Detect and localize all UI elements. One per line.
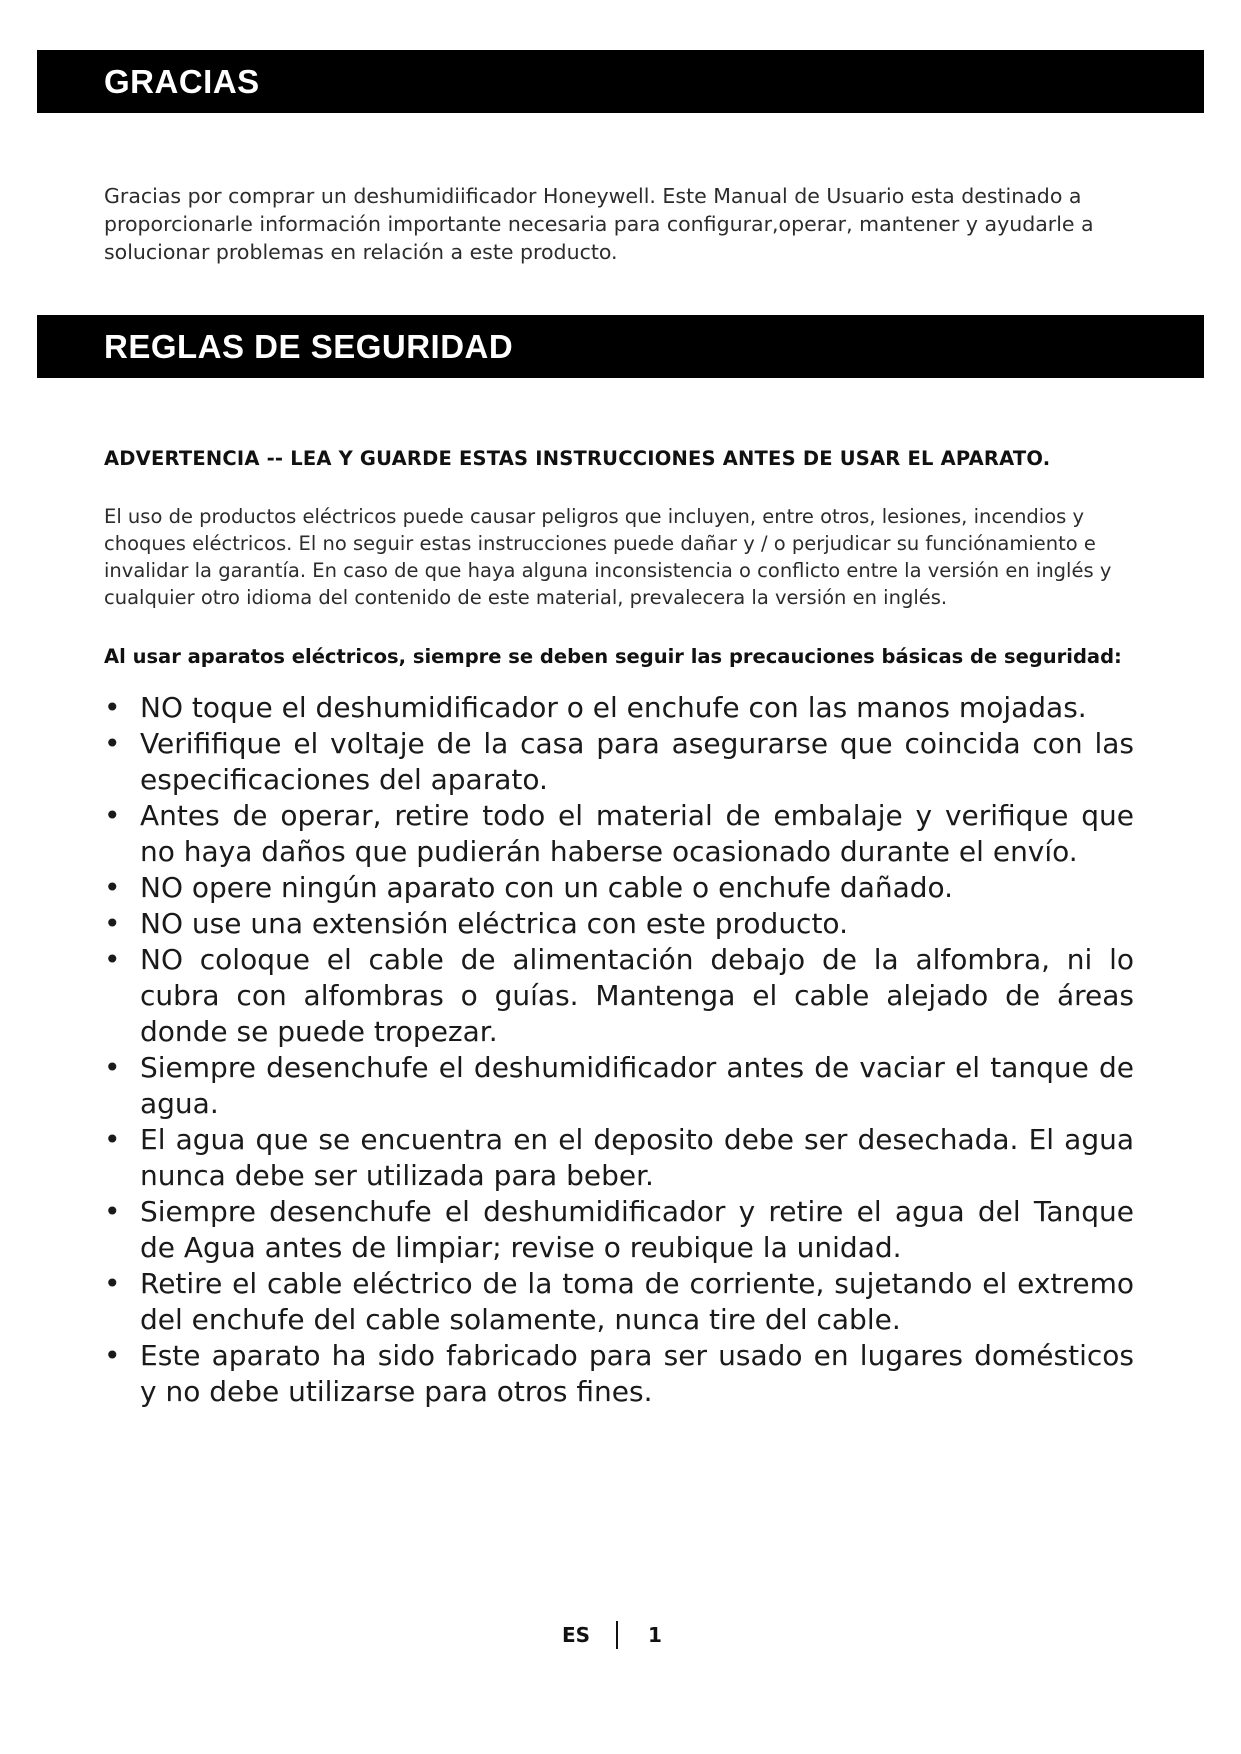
list-item xyxy=(104,906,1134,942)
section-title-gracias: GRACIAS xyxy=(104,62,260,100)
precautions-heading: Al usar aparatos eléctricos, siempre se deben seguir las precauciones básicas de seguridad: xyxy=(104,645,1122,668)
list-item xyxy=(104,1194,1134,1266)
section-title-safety-rules: REGLAS DE SEGURIDAD xyxy=(104,327,514,365)
list-item xyxy=(104,870,1134,906)
bullet-icon: • xyxy=(104,943,121,976)
list-item xyxy=(104,1050,1134,1122)
list-item-text: NO use una extensión eléctrica con este producto. xyxy=(140,907,848,940)
list-item xyxy=(104,1122,1134,1194)
list-item-text: Siempre desenchufe el deshumidificador antes de vaciar el tanque de agua. xyxy=(140,1051,1134,1120)
bullet-icon: • xyxy=(104,1339,121,1372)
page-footer xyxy=(0,1615,1241,1655)
bullet-icon: • xyxy=(104,691,121,724)
list-item xyxy=(104,690,1134,726)
list-item-text: Este aparato ha sido fabricado para ser usado en lugares domésticos y no debe utilizarse para otros fines. xyxy=(140,1339,1134,1408)
bullet-icon: • xyxy=(104,907,121,940)
section-banner-gracias xyxy=(37,50,1204,113)
safety-rules-list xyxy=(104,690,1134,1410)
list-item xyxy=(104,798,1134,870)
footer-divider xyxy=(616,1621,618,1649)
list-item-text: Siempre desenchufe el deshumidificador y retire el agua del Tanque de Agua antes de limpiar; revise o reubique la unidad. xyxy=(140,1195,1134,1264)
warning-paragraph: El uso de productos eléctricos puede causar peligros que incluyen, entre otros, lesiones, incendios y choques eléctricos. El no seguir estas instrucciones puede dañar y / o perjudicar su funciónamiento e invalidar la garantía. En caso de que haya alguna inconsistencia o conflicto entre la versión en inglés y cualquier otro idioma del contenido de este material, prevalecera la versión en inglés. xyxy=(104,505,1112,609)
list-item-text: Verififique el voltaje de la casa para asegurarse que coincida con las especificaciones del aparato. xyxy=(140,727,1134,796)
bullet-icon: • xyxy=(104,1123,121,1156)
bullet-icon: • xyxy=(104,1051,121,1084)
warning-heading: ADVERTENCIA -- LEA Y GUARDE ESTAS INSTRUCCIONES ANTES DE USAR EL APARATO. xyxy=(104,447,1051,470)
list-item-text: NO opere ningún aparato con un cable o enchufe dañado. xyxy=(140,871,954,904)
list-item xyxy=(104,1266,1134,1338)
bullet-icon: • xyxy=(104,871,121,904)
list-item xyxy=(104,942,1134,1050)
list-item-text: El agua que se encuentra en el deposito debe ser desechada. El agua nunca debe ser utilizada para beber. xyxy=(140,1123,1134,1192)
list-item-text: Antes de operar, retire todo el material de embalaje y verifique que no haya daños que pudierán haberse ocasionado durante el envío. xyxy=(140,799,1134,868)
bullet-icon: • xyxy=(104,799,121,832)
page-number: 1 xyxy=(648,1623,662,1647)
bullet-icon: • xyxy=(104,1267,121,1300)
bullet-icon: • xyxy=(104,1195,121,1228)
list-item-text: NO toque el deshumidificador o el enchufe con las manos mojadas. xyxy=(140,691,1087,724)
list-item xyxy=(104,726,1134,798)
section-banner-safety-rules xyxy=(37,315,1204,378)
intro-paragraph: Gracias por comprar un deshumidiificador Honeywell. Este Manual de Usuario esta destinado a proporcionarle información importante necesaria para configurar,operar, mantener y ayudarle a solucionar problemas en relación a este producto. xyxy=(104,184,1094,264)
footer-language: ES xyxy=(562,1623,591,1647)
list-item xyxy=(104,1338,1134,1410)
bullet-icon: • xyxy=(104,727,121,760)
list-item-text: Retire el cable eléctrico de la toma de corriente, sujetando el extremo del enchufe del cable solamente, nunca tire del cable. xyxy=(140,1267,1134,1336)
list-item-text: NO coloque el cable de alimentación debajo de la alfombra, ni lo cubra con alfombras o guías. Mantenga el cable alejado de áreas donde se puede tropezar. xyxy=(140,943,1134,1048)
